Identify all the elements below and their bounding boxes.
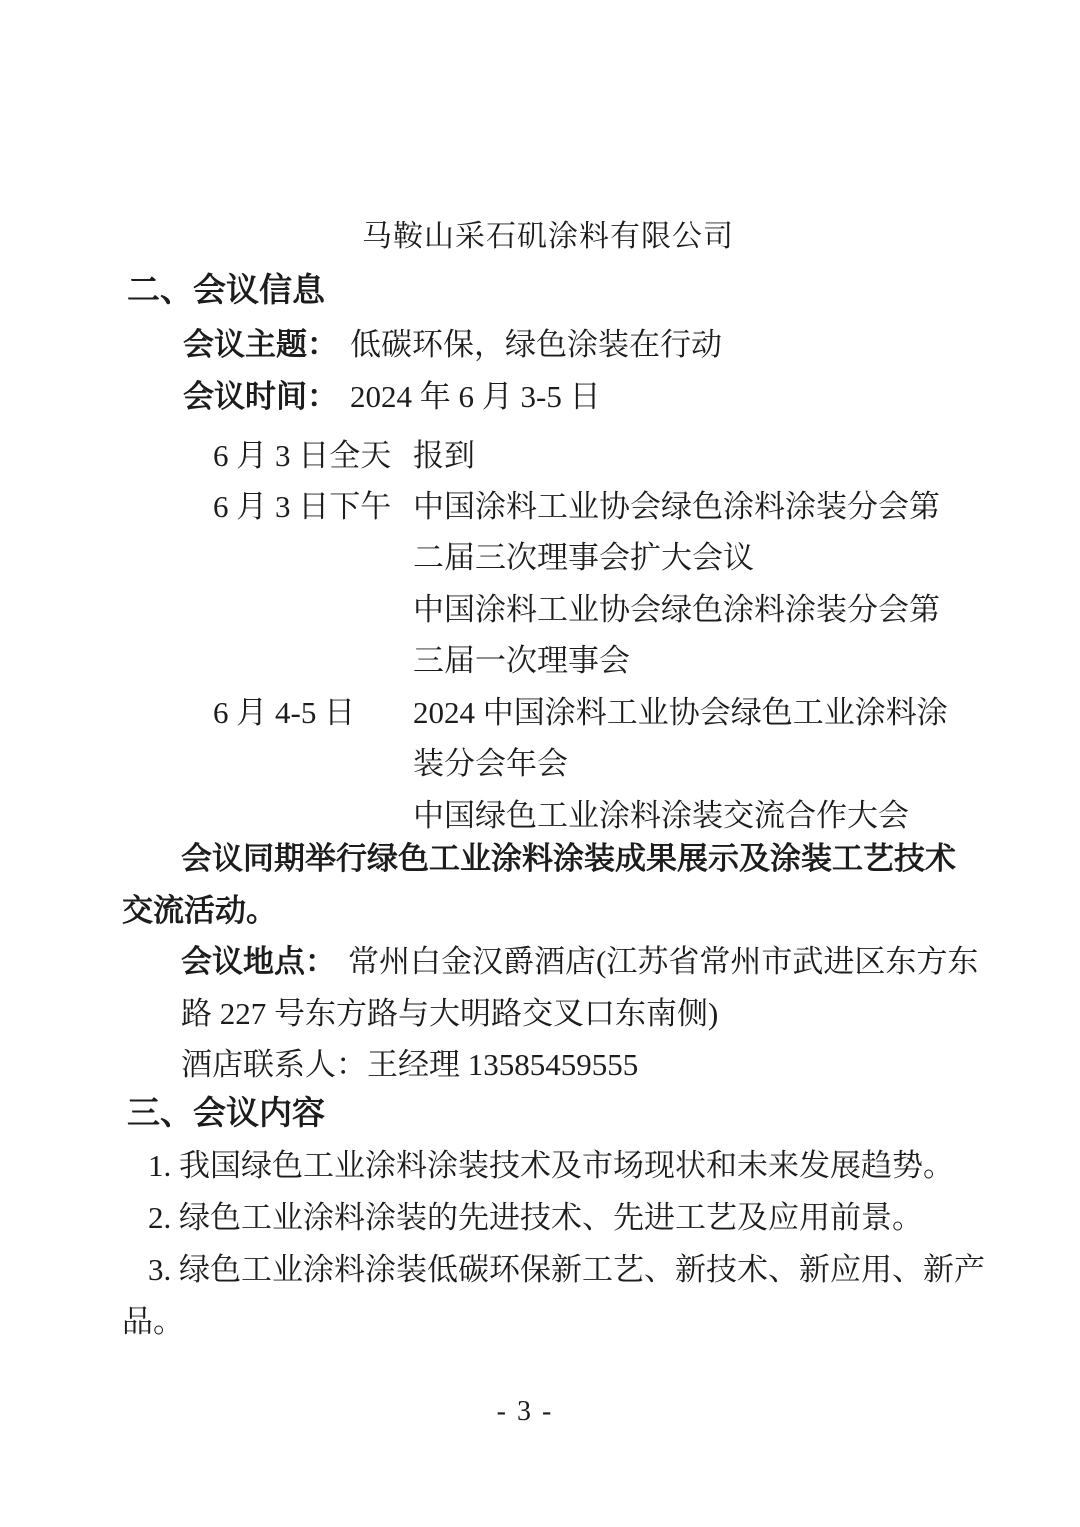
schedule-date: 6 月 3 日全天 [213, 438, 392, 473]
schedule-text: 装分会年会 [413, 746, 568, 781]
section-heading-meeting-content: 三、会议内容 [127, 1096, 325, 1132]
meeting-theme-label: 会议主题： [183, 327, 338, 362]
schedule-row [213, 687, 973, 730]
side-events-note-line2: 交流活动。 [122, 893, 277, 928]
schedule-text: 2024 中国涂料工业协会绿色工业涂料涂 [413, 695, 948, 730]
side-events-note-line1: 会议同期举行绿色工业涂料涂装成果展示及涂装工艺技术 [181, 841, 956, 876]
schedule-row [213, 584, 973, 627]
venue-value-line1: 常州白金汉爵酒店(江苏省常州市武进区东方东 [348, 944, 979, 979]
venue-line1 [181, 944, 978, 980]
content-item-3-line2: 品。 [122, 1304, 184, 1339]
schedule-row [213, 790, 973, 833]
schedule-text: 二届三次理事会扩大会议 [413, 540, 754, 575]
schedule-text: 中国绿色工业涂料涂装交流合作大会 [413, 798, 909, 833]
schedule-text: 报到 [413, 438, 475, 473]
schedule-row [213, 532, 973, 575]
section-heading-meeting-info: 二、会议信息 [127, 273, 325, 309]
schedule-date: 6 月 4-5 日 [213, 695, 356, 730]
schedule-date: 6 月 3 日下午 [213, 489, 392, 524]
schedule-text: 三届一次理事会 [413, 643, 630, 678]
schedule-row [213, 481, 973, 524]
meeting-theme-value: 低碳环保，绿色涂装在行动 [350, 327, 722, 362]
schedule-text: 中国涂料工业协会绿色涂料涂装分会第 [413, 592, 940, 627]
meeting-time-value: 2024 年 6 月 3-5 日 [350, 379, 601, 414]
venue-label: 会议地点： [181, 944, 336, 979]
content-item-3-line1: 3. 绿色工业涂料涂装低碳环保新工艺、新技术、新应用、新产 [148, 1252, 985, 1287]
meeting-time-label: 会议时间： [183, 379, 338, 414]
schedule-row [213, 430, 973, 473]
page-number: - 3 - [496, 1396, 554, 1427]
meeting-time-line [183, 379, 601, 415]
content-item-1: 1. 我国绿色工业涂料涂装技术及市场现状和未来发展趋势。 [148, 1148, 954, 1183]
content-item-2: 2. 绿色工业涂料涂装的先进技术、先进工艺及应用前景。 [148, 1200, 923, 1235]
schedule-text: 中国涂料工业协会绿色涂料涂装分会第 [413, 489, 940, 524]
schedule-row [213, 635, 973, 678]
meeting-theme-line [183, 327, 722, 363]
schedule-row [213, 738, 973, 781]
venue-value-line2: 路 227 号东方路与大明路交叉口东南侧) [181, 996, 719, 1031]
hotel-contact-line: 酒店联系人：王经理 13585459555 [181, 1047, 639, 1082]
company-name: 马鞍山采石矶涂料有限公司 [362, 220, 734, 253]
